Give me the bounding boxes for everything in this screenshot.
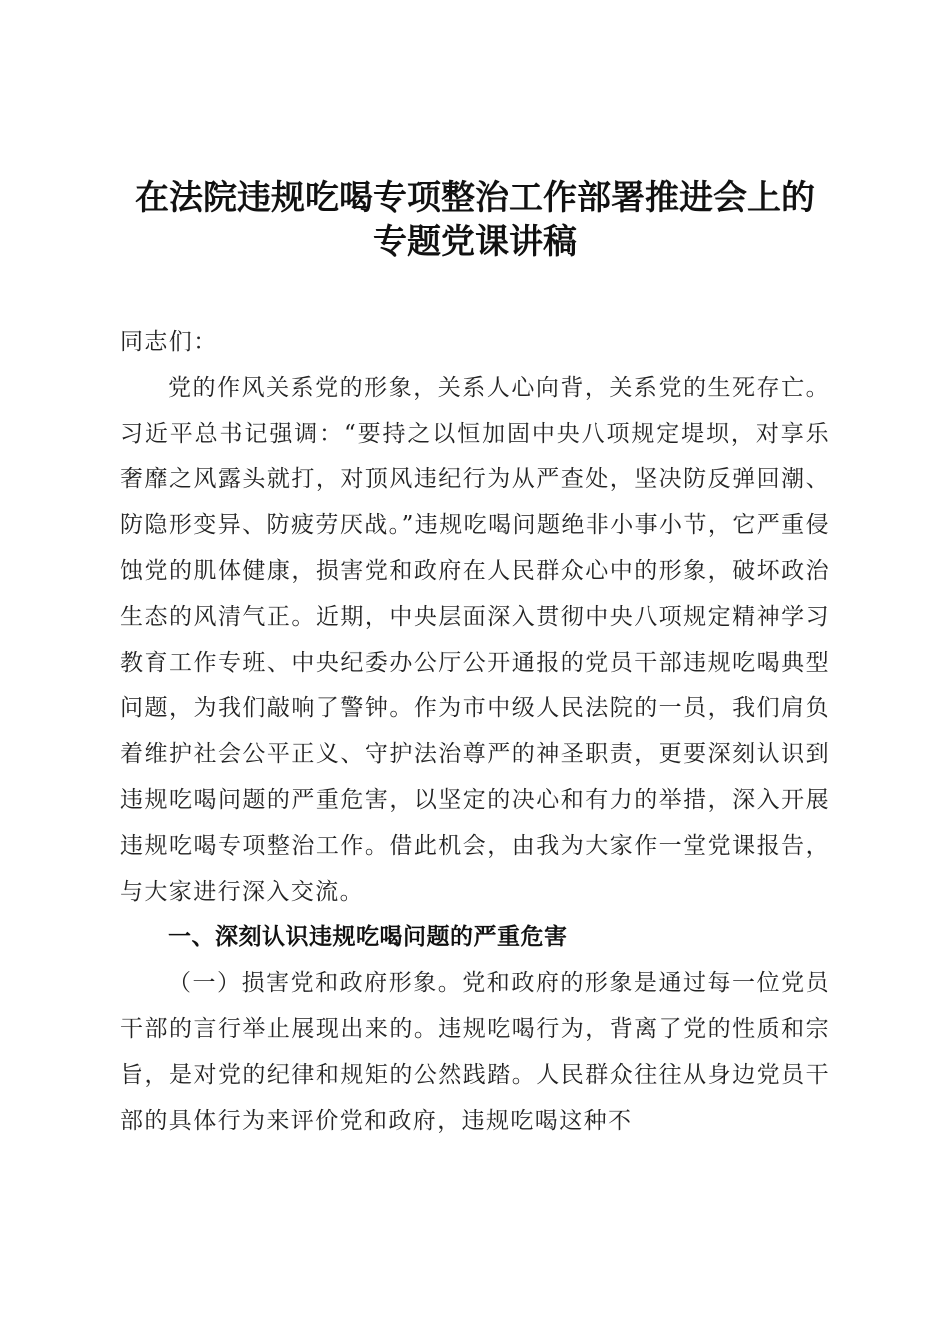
section-heading-1: 一、深刻认识违规吃喝问题的严重危害 <box>168 924 568 951</box>
section-1-paragraph-1: （一）损害党和政府形象。党和政府的形象是通过每一位党员干部的言行举止展现出来的。违规吃喝行为，背离了党的性质和宗旨，是对党的纪律和规矩的公然践踏。人民群众往往从身边党员干部的具体行为来评价党和政府，违规吃喝这种不 <box>120 970 830 1134</box>
document-title <box>60 176 890 264</box>
salutation: 同志们： <box>120 329 218 355</box>
document-body <box>120 320 830 1144</box>
title-line-2: 专题党课讲稿 <box>373 222 577 262</box>
title-line-1: 在法院违规吃喝专项整治工作部署推进会上的 <box>135 178 815 218</box>
intro-paragraph: 党的作风关系党的形象，关系人心向背，关系党的生死存亡。习近平总书记强调：“要持之以恒加固中央八项规定堤坝，对享乐奢靡之风露头就打，对顶风违纪行为从严查处，坚决防反弹回潮、防隐形变异、防疲劳厌战。”违规吃喝问题绝非小事小节，它严重侵蚀党的肌体健康，损害党和政府在人民群众心中的形象，破坏政治生态的风清气正。近期，中央层面深入贯彻中央八项规定精神学习教育工作专班、中央纪委办公厅公开通报的党员干部违规吃喝典型问题，为我们敲响了警钟。作为市中级人民法院的一员，我们肩负着维护社会公平正义、守护法治尊严的神圣职责，更要深刻认识到违规吃喝问题的严重危害，以坚定的决心和有力的举措，深入开展违规吃喝专项整治工作。借此机会，由我为大家作一堂党课报告，与大家进行深入交流。 <box>120 374 830 905</box>
